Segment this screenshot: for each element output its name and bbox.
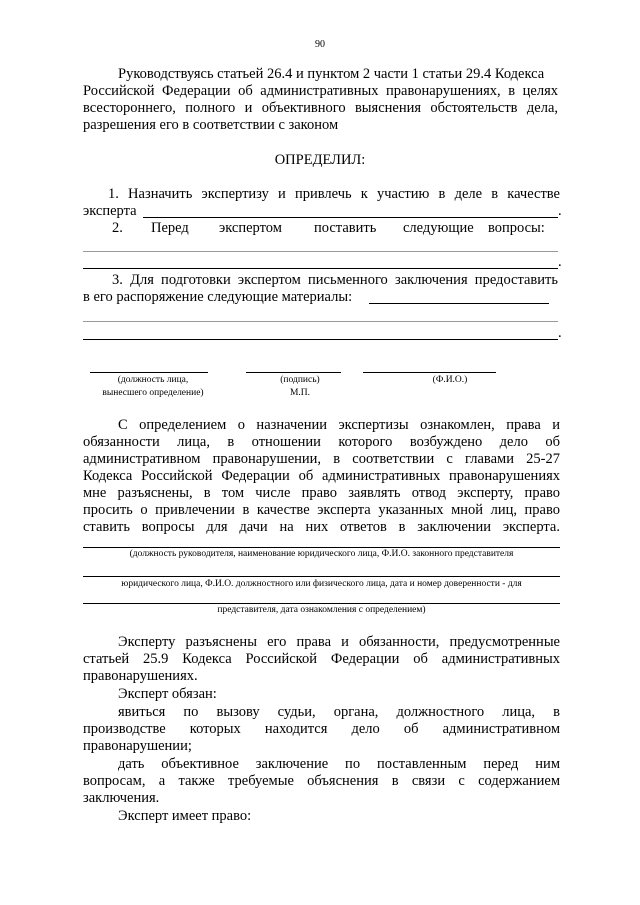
stamp-label: М.П. [289, 388, 311, 398]
item3-line1: 3. Для подготовки экспертом письменного заключения предоставить [112, 272, 558, 288]
item2-word-1: 2. [112, 220, 123, 236]
rights-line-1: Эксперту разъяснены его права и обязанности, предусмотренные [118, 634, 560, 650]
acquaint-line-5: мне разъяснены, в том числе право заявлять отвод эксперту, право [83, 485, 560, 501]
duty1-line-1: явиться по вызову судьи, органа, должностного лица, в [118, 704, 560, 720]
item1-line1: 1. Назначить экспертизу и привлечь к участию в деле в качестве [108, 186, 560, 202]
acquaint-line-3: административном правонарушении, в соответствии с главами 25-27 [83, 451, 560, 467]
acquaint-line-1: С определением о назначении экспертизы ознакомлен, права и [118, 417, 560, 433]
materials-line-1 [369, 303, 549, 304]
materials-line-2 [83, 321, 558, 322]
representative-label-1: (должность руководителя, наименование юридического лица, Ф.И.О. законного представителя [129, 549, 514, 559]
intro-line-3: всестороннего, полного и объективного выяснения обстоятельств дела, [83, 100, 558, 116]
duty1-line-2: производстве которых находится дело об административном [83, 721, 560, 737]
position-label-2: вынесшего определение) [102, 388, 204, 398]
item2-word-5: следующие [403, 220, 474, 236]
item1-end: . [558, 203, 562, 219]
representative-label-2: юридического лица, Ф.И.О. должностного или физического лица, дата и номер доверенности - для [121, 579, 522, 589]
acquaint-line-4: Кодекса Российской Федерации об административных правонарушениях [83, 468, 560, 484]
duty2-line-3: заключения. [83, 790, 160, 806]
duty2-line-1: дать объективное заключение по поставленным перед ним [118, 756, 560, 772]
item2-end: . [558, 254, 562, 270]
rights-line-3: правонарушениях. [83, 668, 198, 684]
materials-line-3 [83, 339, 558, 340]
duty2-line-2: вопросам, а также требуемые объяснения в связи с содержанием [83, 773, 560, 789]
expert-must-heading: Эксперт обязан: [118, 686, 217, 702]
name-label: (Ф.И.О.) [432, 375, 468, 385]
rights-line-2: статьей 25.9 Кодекса Российской Федерации об административных [83, 651, 560, 667]
item2-word-2: Перед [151, 220, 189, 236]
intro-line-1: Руководствуясь статьей 26.4 и пунктом 2 части 1 статьи 29.4 Кодекса [118, 66, 545, 82]
name-line [363, 372, 496, 373]
acquaint-line-2: обязанности лица, в отношении которого возбуждено дело об [83, 434, 560, 450]
position-label-1: (должность лица, [117, 375, 189, 385]
position-line [90, 372, 208, 373]
questions-line-1 [83, 251, 558, 252]
intro-line-4: разрешения его в соответствии с законом [83, 117, 339, 133]
representative-label-3: представителя, дата ознакомления с определением) [217, 605, 426, 615]
signature-line [246, 372, 341, 373]
item2-word-3: экспертом [219, 220, 282, 236]
item2-word-6: вопросы: [488, 220, 545, 236]
expert-may-heading: Эксперт имеет право: [118, 808, 252, 824]
signature-label: (подпись) [280, 375, 320, 385]
intro-line-2: Российской Федерации об административных правонарушениях, в целях [83, 83, 558, 99]
representative-line-2 [83, 576, 560, 577]
item2-word-4: поставить [314, 220, 377, 236]
heading-opredelil: ОПРЕДЕЛИЛ: [274, 152, 366, 168]
acquaint-line-6: просить о привлечении в качестве эксперта указанных мной лиц, право [83, 502, 560, 518]
page-number: 90 [315, 39, 325, 50]
item3-end: . [558, 325, 562, 341]
duty1-line-3: правонарушении; [83, 738, 192, 754]
expert-name-line [143, 217, 558, 218]
questions-line-2 [83, 268, 558, 269]
acquaint-line-7: ставить вопросы для дачи на них ответов в заключении эксперта. [83, 519, 560, 535]
item3-label: в его распоряжение следующие материалы: [83, 289, 353, 305]
item1-label: эксперта [83, 203, 137, 219]
